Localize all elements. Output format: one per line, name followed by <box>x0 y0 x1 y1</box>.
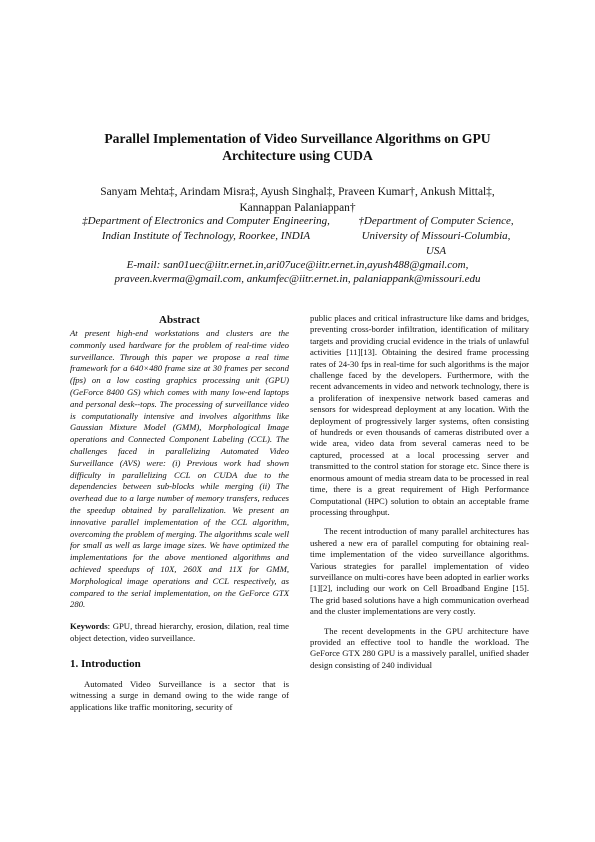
right-paragraph-3: The recent developments in the GPU architecture have provided an effective tool to handle the workload. The GeForce GTX 280 GPU is a massively parallel, unified shader design consisting of 240 individual <box>310 625 529 670</box>
abstract-text: At present high-end workstations and clusters are the commonly used hardware for the problem of real-time video surveillance. Through this paper we propose a real time framework for a 640×480 frame size at 30 frames per second (fps) on a low costing graphics processing unit (GPU) (GeForce 8400 GS) which comes with many low-end laptops and personal desk--tops. The processing of surveillance video is computationally intensive and involves algorithms like Gaussian Mixture Model (GMM), Morphological Image operations and Connected Component Labeling (CCL). The challenges faced in parallelizing Automated Video Surveillance (AVS) were: (i) Previous work had shown difficulty in parallelizing CCL on CUDA due to the dependencies between sub-blocks while merging (ii) The overhead due to a large number of memory transfers, reduces the speedup obtained by parallelization. We present an innovative parallel implementation of the CCL algorithm, overcoming the problem of merging. The algorithms scale well for small as well as large image sizes. We have optimized the implementations for the above mentioned algorithms and achieved speedups of 10X, 260X and 11X for GMM, Morphological image operations and CCL respectively, as compared to the serial implementation, on the GeForce GTX 280. <box>70 328 289 610</box>
email-line-1: E-mail: san01uec@iitr.ernet.in,ari07uce@iitr.ernet.in,ayush488@gmail.com, <box>126 259 469 271</box>
author-emails <box>60 258 535 286</box>
left-column <box>70 313 289 713</box>
title-line-1: Parallel Implementation of Video Surveillance Algorithms on GPU <box>104 131 491 146</box>
author-list <box>60 184 535 216</box>
authors-line-1: Sanyam Mehta‡, Arindam Misra‡, Ayush Singhal‡, Praveen Kumar†, Ankush Mittal‡, <box>100 186 495 198</box>
affil-left-line-2: Indian Institute of Technology, Roorkee, INDIA <box>101 230 311 242</box>
keywords-label: Keywords <box>70 621 108 632</box>
affiliation-missouri <box>352 214 520 259</box>
introduction-paragraph-1: Automated Video Surveillance is a sector that is witnessing a surge in demand owing to the wide range of applications like traffic monitoring, security of <box>70 678 289 712</box>
abstract-heading: Abstract <box>159 314 200 326</box>
paper-title <box>60 130 535 164</box>
keywords-block <box>70 621 289 645</box>
right-column <box>310 313 529 671</box>
email-line-2: praveen.kverma@gmail.com, ankumfec@iitr.ernet.in, palaniappank@missouri.edu <box>114 273 481 285</box>
title-line-2: Architecture using CUDA <box>222 148 373 163</box>
affil-left-line-1: ‡Department of Electronics and Computer Engineering, <box>82 215 330 227</box>
introduction-heading: 1. Introduction <box>70 657 141 670</box>
authors-line-2: Kannappan Palaniappan† <box>239 202 356 214</box>
affil-right-line-1: †Department of Computer Science, <box>358 215 514 227</box>
right-paragraph-2: The recent introduction of many parallel architectures has ushered a new era of parallel computing for obtaining real-time implementation of the video surveillance algorithms. Various strategies for parallel implementation of video surveillance on multi-cores have been adopted in earlier works [1][2], including our work on Cell Broadband Engine [15]. The grid based solutions have a high communication overhead and the cluster implementations are very costly. <box>310 526 529 617</box>
affil-right-line-2: University of Missouri-Columbia, <box>361 230 511 242</box>
keywords-text: : GPU, thread hierarchy, erosion, dilation, real time object detection, video surveillance. <box>70 621 289 643</box>
right-paragraph-1: public places and critical infrastructure like dams and bridges, preventing cross-border infiltration, identification of military targets and providing crucial evidence in the trials of unlawful activities [11][13]. Obtaining the desired frame processing rates of 24-30 fps in real-time for such algorithms is the major challenge faced by the developers. Furthermore, with the recent advancements in video and network technology, there is a proliferation of inexpensive network based cameras and sensors for widespread deployment at any location. With the deployment of progressively larger systems, often consisting of hundreds or even thousands of cameras distributed over a wide area, video data from several cameras need to be captured, processed at a local processing server and transmitted to the control station for storage etc. Since there is enormous amount of media stream data to be processed in real time, there is a great requirement of High Performance Computational (HPC) solution to obtain an acceptable frame processing throughput. <box>310 313 529 517</box>
affil-right-line-3: USA <box>425 245 447 257</box>
affiliation-iit-roorkee <box>66 214 346 244</box>
